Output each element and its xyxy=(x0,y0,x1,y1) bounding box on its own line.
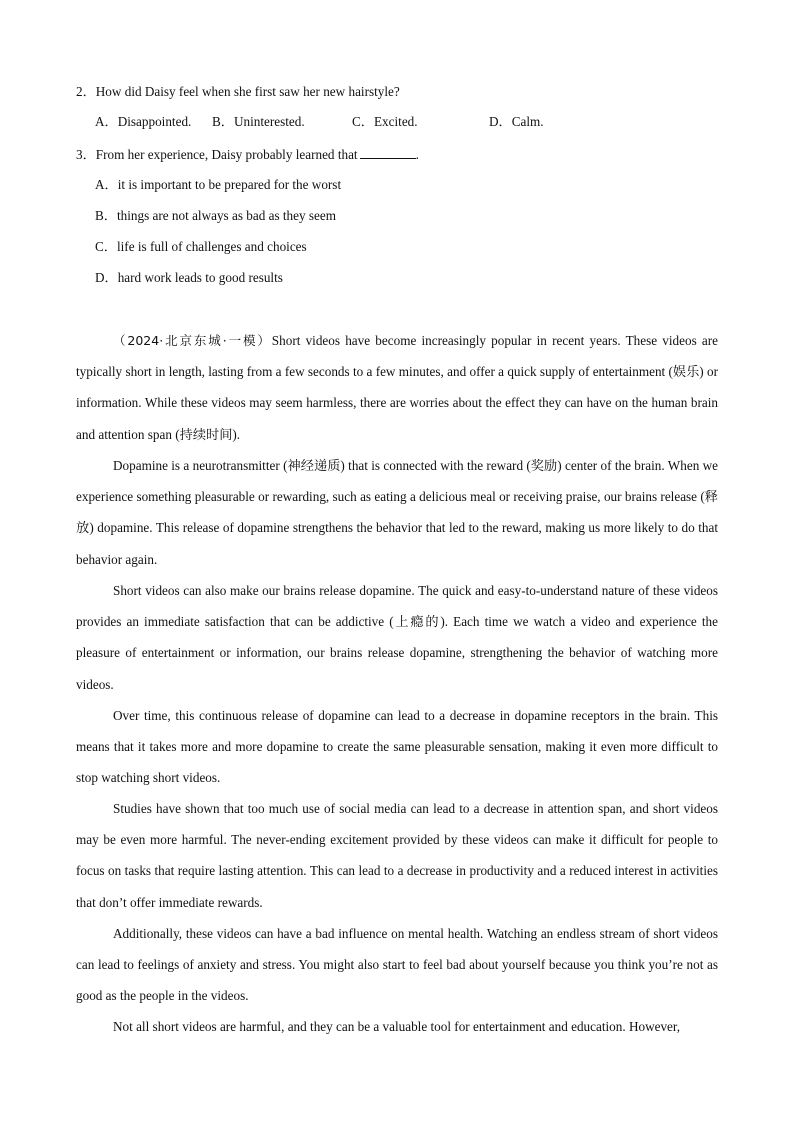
question-3-option-d: D．hard work leads to good results xyxy=(95,270,283,285)
question-2-option-b: B．Uninterested. xyxy=(212,114,305,129)
passage-source: （2024·北京东城·一模） xyxy=(113,333,272,348)
question-2-option-a: A．Disappointed. xyxy=(95,114,192,129)
passage-paragraph-6: Additionally, these videos can have a bad influence on mental health. Watching an endless stream of short videos can lead to feelings of anxiety and stress. You might also start to feel bad about yourself because you think you’re not as good as the people in the videos. xyxy=(76,926,718,1004)
passage-paragraph-5: Studies have shown that too much use of social media can lead to a decrease in attention span, and short videos may be even more harmful. The never-ending excitement provided by these videos can make it difficult for people to focus on tasks that require lasting attention. This can lead to a decrease in productivity and a reduced interest in activities that don’t offer immediate rewards. xyxy=(76,801,718,910)
passage-paragraph-2: Dopamine is a neurotransmitter (神经递质) that is connected with the reward (奖励) center of the brain. When we experience something pleasurable or rewarding, such as eating a delicious meal or receiving praise, our brains release (释放) dopamine. This release of dopamine strengthens the behavior that led to the reward, making us more likely to do that behavior again. xyxy=(76,458,718,567)
question-3-option-a: A．it is important to be prepared for the worst xyxy=(95,177,342,192)
passage-paragraph-4: Over time, this continuous release of dopamine can lead to a decrease in dopamine receptors in the brain. This means that it takes more and more dopamine to create the same pleasurable sensation, making it even more difficult to stop watching short videos. xyxy=(76,708,718,786)
question-3-stem xyxy=(76,146,419,163)
question-3-stem-text: 3．From her experience, Daisy probably learned that xyxy=(76,147,358,162)
passage-paragraph-1 xyxy=(76,325,718,450)
question-3-option-b: B．things are not always as bad as they seem xyxy=(95,208,336,223)
answer-blank xyxy=(360,146,416,159)
question-2-stem: 2．How did Daisy feel when she first saw her new hairstyle? xyxy=(76,84,400,99)
question-3-option-c: C．life is full of challenges and choices xyxy=(95,239,307,254)
passage-paragraph-7: Not all short videos are harmful, and they can be a valuable tool for entertainment and education. However, xyxy=(113,1019,681,1034)
passage-paragraph-3: Short videos can also make our brains release dopamine. The quick and easy-to-understand nature of these videos provides an immediate satisfaction that can be addictive (上瘾的). Each time we watch a video and experience the pleasure of entertainment or information, our brains release dopamine, strengthening the behavior of watching more videos. xyxy=(76,583,718,692)
paragraph-1-text: Short videos have become increasingly popular in recent years. These videos are typically short in length, lasting from a few seconds to a few minutes, and offer a quick supply of entertainment (娱乐) or information. While these videos may seem harmless, there are worries about the effect they can have on the human brain and attention span (持续时间). xyxy=(76,333,718,442)
question-3-stem-end: . xyxy=(415,147,419,162)
question-2-option-c: C．Excited. xyxy=(352,114,418,129)
question-2-option-d: D．Calm. xyxy=(489,114,544,129)
